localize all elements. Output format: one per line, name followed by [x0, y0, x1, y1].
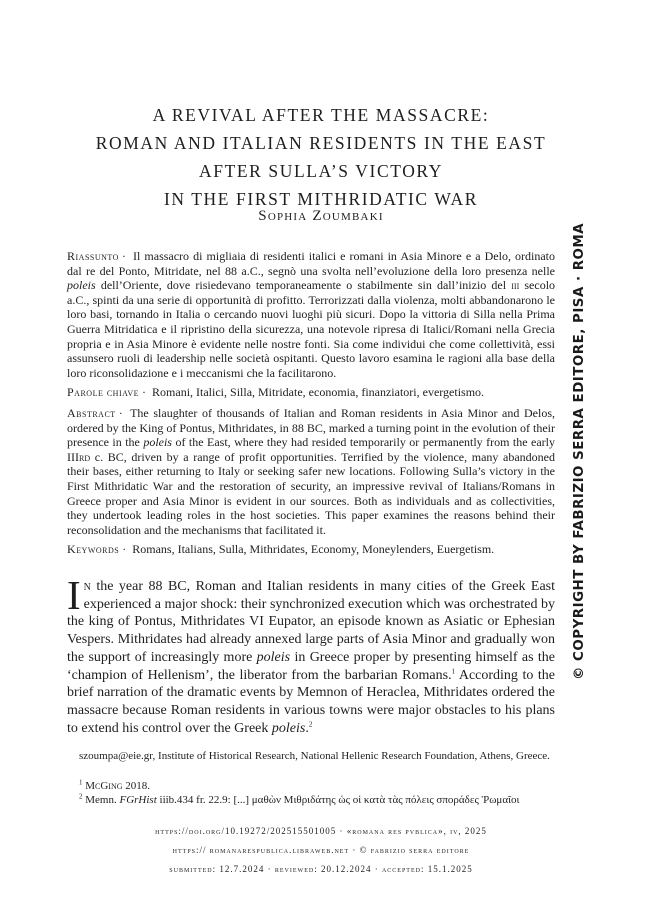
keywords-label: Keywords — [67, 542, 120, 556]
drop-cap: I — [67, 572, 81, 618]
riassunto-section — [67, 249, 555, 380]
abstract-section — [67, 406, 555, 537]
doi-line: https://doi.org/10.19272/202515501005 · «romana res pvblica», iv, 2025 — [155, 826, 487, 836]
title-line: ROMAN AND ITALIAN RESIDENTS IN THE EAST — [95, 133, 547, 153]
dates-line: submitted: 12.7.2024 · reviewed: 20.12.2024 · accepted: 15.1.2025 — [169, 864, 473, 874]
parole-chiave-text: Romani, Italici, Silla, Mitridate, economia, finanziatori, evergetismo. — [152, 385, 485, 399]
keywords-text: Romans, Italians, Sulla, Mithridates, Economy, Moneylenders, Euergetism. — [132, 542, 495, 556]
riassunto-text: Il massacro di migliaia di residenti italici e romani in Asia Minore e a Delo, ordinato dal re del Ponto, Mitridate, nel 88 a.C., segnò una svolta nell’evoluzione della loro presenza nelle — [67, 249, 556, 278]
riassunto-emphasis: poleis — [67, 278, 96, 293]
body-text: According to the brief narration of the dramatic events by Memnon of Heraclea, Mithridates ordered the massacre because Roman residents in various towns were major obstacles to his plans to extend his control over the Greek — [67, 667, 555, 736]
footnote-emphasis: FGrHist — [119, 794, 157, 806]
riassunto-label: Riassunto — [67, 249, 119, 263]
body-text: in Greece proper by presenting himself as the ‘champion of Hellenism’, the liberator from the barbarian Romans. — [67, 649, 555, 683]
keywords-section — [67, 542, 555, 557]
footnote-ref-1[interactable]: 1 — [451, 666, 456, 675]
author-affiliation: szoumpa@eie.gr, Institute of Historical Research, National Hellenic Research Foundation, Athens, Greece. — [79, 750, 550, 762]
footnote-text: iiib.434 fr. 22.9: [...] μαθὼν Μιθριδάτης ὡς οἱ κατὰ τὰς πόλεις σποράδες Ῥωμαῖοι — [159, 794, 520, 806]
lead-small-caps: n — [83, 579, 91, 594]
abstract-text: of the East, where they had resided temporarily or permanently from the early — [175, 435, 555, 450]
separator: · — [122, 542, 127, 556]
author-name: Sophia Zoumbaki — [258, 208, 384, 224]
body-text: the year 88 BC, Roman and Italian residents in many cities of the Greek East experienced a major shock: their synchronized execution which was orchestrated by the king of Pontus, Mithridates VI Eupator, an episode known as Asiatic or Ephesian Vespers. Mithridates had already annexed large parts of Asia Minor and gradually won the support of increasingly more — [67, 579, 556, 665]
riassunto-text: dell’Oriente, dove risiedevano temporaneamente o stabilmente sin dall’inizio del — [100, 278, 507, 293]
footnote-ref-2[interactable]: 2 — [308, 719, 313, 728]
abstract-label: Abstract — [67, 406, 116, 420]
website-line: https:// romanarespublica.libraweb.net · © fabrizio serra editore — [172, 845, 470, 855]
footnote-text: Memn. — [85, 794, 117, 806]
footnote-2 — [79, 794, 555, 807]
abstract-emphasis: poleis — [143, 435, 172, 450]
parole-chiave-section — [67, 385, 555, 400]
body-paragraph — [67, 572, 556, 737]
body-emphasis: poleis — [256, 649, 291, 665]
copyright-notice: © COPYRIGHT BY FABRIZIO SERRA EDITORE, PISA · ROMA — [572, 222, 587, 680]
footnote-1 — [79, 780, 555, 793]
footnote-text: McGing 2018. — [85, 780, 151, 792]
abstract-century: IIIrd — [67, 449, 91, 464]
title-line: A REVIVAL AFTER THE MASSACRE: — [152, 105, 490, 125]
footnote-mark: 1 — [79, 778, 83, 787]
separator: · — [121, 249, 126, 263]
abstract-text: c. BC, driven by a range of profit opportunities. Terrified by the violence, many abandoned their bases, either returning to Italy or seeking safer new locations. Following Sulla’s victory in the First Mithridatic War and the restoration of security, an impressive revival of Italians/Romans in Greece proper and Asia Minor is evident in our sources. Both as individuals and as collectivities, they undertook leading roles in the host societies. This paper examines the reasons behind their reconsolidation and the mechanisms that facilitated it. — [67, 449, 556, 537]
separator: · — [142, 385, 147, 399]
riassunto-text: secolo a.C., spinti da una serie di opportunità di profitto. Terrorizzati dalla violenza, molti abbandonarono le loro basi, tornando in Italia o cercando nuovi luoghi più sicuri. Dopo la vittoria di Silla nella Prima Guerra Mitridatica e il ripristino della sicurezza, una notevole ripresa di Italici/Romani nella Grecia propria e in Asia Minore è evidente nelle nostre fonti. Sia come individui che come collettività, essi assunsero ruoli di leadership nelle società ospitanti. Questo lavoro esamina le ragioni alla base della loro riconsolidazione e i meccanismi che la facilitarono. — [67, 278, 556, 380]
abstract-text: The slaughter of thousands of Italian and Roman residents in Asia Minor and Delos, ordered by the King of Pontus, Mithridates, in 88 BC, marked a turning point in the evolution of their presence in the — [67, 406, 555, 450]
article-title — [60, 101, 582, 213]
parole-chiave-label: Parole chiave — [67, 385, 140, 399]
separator: · — [118, 406, 123, 420]
footnote-mark: 2 — [79, 792, 83, 801]
title-line: IN THE FIRST MITHRIDATIC WAR — [163, 189, 479, 209]
body-text: . — [305, 720, 309, 736]
body-emphasis: poleis — [271, 720, 306, 736]
title-line: AFTER SULLA’S VICTORY — [199, 161, 443, 181]
riassunto-century: iii — [511, 278, 520, 293]
